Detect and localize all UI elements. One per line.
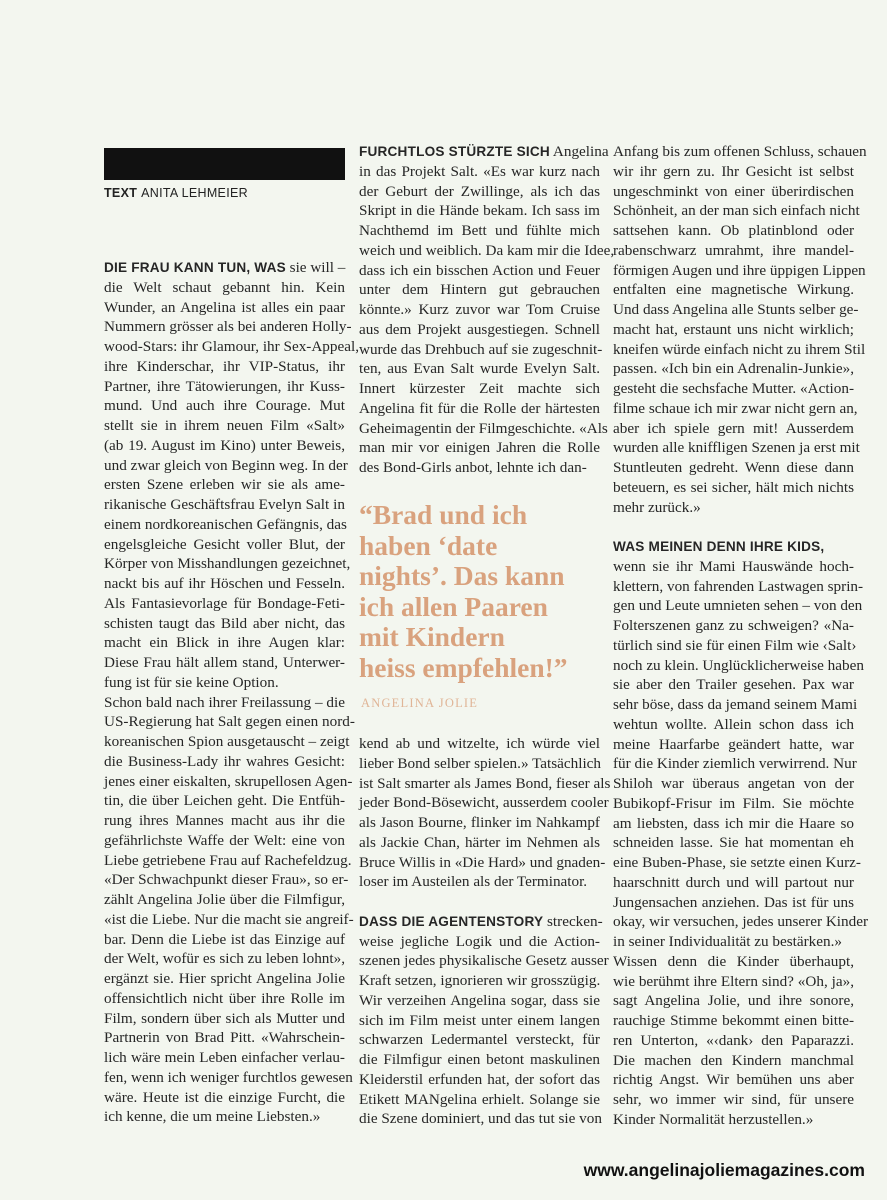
- text-line: [104, 1068, 353, 1088]
- line-text: stellt sie in ihrem neuen Film «Salt»: [104, 417, 345, 434]
- paragraph: [359, 912, 609, 1129]
- line-text: fen, wenn ich weniger furchtlos gewesen: [104, 1068, 353, 1086]
- line-text: kend ab und witzelte, ich würde viel: [359, 735, 600, 752]
- paragraph-lead-in: WAS MEINEN DENN IHRE KIDS,: [613, 539, 825, 554]
- line-text: filme schaue ich mir zwar nicht gern an,: [613, 399, 858, 417]
- line-text: weich und weiblich. Da kam mir die Idee,: [359, 241, 615, 259]
- text-line: [104, 357, 345, 377]
- line-text: mund. Und auch ihre Courage. Mut: [104, 397, 345, 415]
- text-line: [613, 379, 854, 399]
- text-line: [613, 853, 861, 873]
- line-text: klettern, von fahrenden Lastwagen sprin-: [613, 577, 864, 595]
- line-text: Partner, ihre Tätowierungen, ihr Kuss-: [104, 377, 345, 395]
- text-line: [104, 1009, 345, 1029]
- line-text: (ab 19. August im Kino) unter Beweis,: [104, 436, 345, 454]
- text-line: [613, 616, 854, 636]
- line-text: strecken-: [543, 912, 603, 930]
- line-text: fung ist für sie keine Option.: [104, 673, 279, 691]
- line-text: nackt bis auf ihr Höschen und Fesseln.: [104, 575, 345, 592]
- text-line: [359, 754, 600, 774]
- text-line: [104, 712, 355, 732]
- pull-quote-line: heiss empfehlen!”: [359, 651, 568, 683]
- column-2-continued: [359, 734, 611, 1129]
- line-text: der Welt, wofür es sich zu leben lohnt»,: [104, 950, 346, 968]
- line-text: loser im Austeilen als der Terminator.: [359, 873, 588, 891]
- line-text: gesteht die sechsfache Mutter. «Action-: [613, 380, 854, 397]
- line-text: weise jegliche Logik und die Action-: [359, 932, 600, 950]
- text-line: [104, 633, 345, 653]
- line-text: sehr böse, dass da jemand seinem Mami: [613, 696, 858, 713]
- watermark: www.angelinajoliemagazines.com: [583, 1160, 865, 1180]
- line-text: gefährlichste Waffe der Welt: eine von: [104, 831, 345, 849]
- text-line: [613, 280, 854, 300]
- line-text: passen. «Ich bin ein Adrenalin-Junkie»,: [613, 360, 854, 378]
- text-line: [359, 142, 609, 162]
- byline-author: ANITA LEHMEIER: [141, 186, 248, 200]
- line-text: Nummern grösser als bei anderen Holly-: [104, 318, 352, 336]
- line-text: könnte.» Kurz zuvor war Tom Cruise: [359, 301, 600, 318]
- text-line: [359, 971, 600, 991]
- text-line: [104, 317, 352, 337]
- line-text: eine Buben-Phase, sie setzte einen Kurz-: [613, 854, 861, 871]
- text-line: [104, 475, 345, 495]
- text-line: [104, 377, 345, 397]
- line-text: Liebe getriebene Frau auf Rachefeldzug.: [104, 851, 352, 869]
- text-line: [104, 930, 345, 950]
- text-line: [104, 1028, 345, 1048]
- text-line: [104, 298, 345, 318]
- column-1: [104, 258, 359, 1127]
- line-text: sagt Angelina Jolie, und ihre sonore,: [613, 992, 854, 1010]
- text-line: [613, 478, 854, 498]
- text-line: [613, 893, 854, 913]
- text-line: [613, 399, 858, 419]
- line-text: ergänzt sie. Hier spricht Angelina Jolie: [104, 970, 345, 987]
- line-text: noch zu klein. Unglücklicherweise haben: [613, 656, 864, 674]
- line-text: sehr, wo immer wir sind, für unsere: [613, 1091, 854, 1108]
- text-line: [104, 515, 345, 535]
- line-text: Angelina fit für die Rolle der härtesten: [359, 399, 600, 417]
- text-line: [613, 419, 854, 439]
- text-line: [104, 396, 345, 416]
- text-line: [359, 320, 600, 340]
- line-text: Nachthemd im Bett und fühlte mich: [359, 222, 600, 239]
- text-line: [613, 142, 867, 162]
- text-line: [104, 1048, 345, 1068]
- line-text: rabenschwarz umrahmt, ihre mandel-: [613, 241, 854, 259]
- text-line: [104, 752, 345, 772]
- text-line: [359, 774, 611, 794]
- text-line: [359, 932, 600, 952]
- line-text: «ist die Liebe. Nur die macht sie angreif-: [104, 910, 354, 928]
- text-line: [359, 162, 600, 182]
- text-line: [359, 300, 600, 320]
- text-line: [104, 693, 345, 713]
- text-line: [613, 498, 854, 518]
- text-line: [613, 1011, 854, 1031]
- text-line: [359, 379, 600, 399]
- paragraph-lead-in: FURCHTLOS STÜRZTE SICH: [359, 144, 550, 159]
- pull-quote-line: ich allen Paaren: [359, 590, 548, 622]
- text-line: [359, 793, 609, 813]
- pull-quote-line: “Brad und ich: [359, 499, 528, 530]
- line-text: wood-Stars: ihr Glamour, ihr Sex-Appeal,: [104, 338, 359, 355]
- line-text: «Der Schwachpunkt dieser Frau», so er-: [104, 871, 349, 889]
- text-line: [613, 340, 866, 360]
- line-text: Film, sondern über sich als Mutter und: [104, 1009, 345, 1027]
- line-text: offensichtlich nicht über ihre Rolle im: [104, 989, 345, 1007]
- paragraph: [613, 537, 868, 952]
- text-line: [613, 1110, 854, 1130]
- line-text: dass ich ein bisschen Action und Feuer: [359, 261, 600, 279]
- line-text: Shiloh war überaus angetan von der: [613, 775, 854, 792]
- line-text: unter dem Hintern gut gebrauchen: [359, 281, 600, 299]
- line-text: sattsehen kann. Ob platinblond oder: [613, 222, 854, 239]
- line-text: einem nordkoreanischen Gefängnis, das: [104, 515, 347, 533]
- byline-label: TEXT: [104, 186, 138, 200]
- line-text: Und dass Angelina alle Stunts selber ge-: [613, 301, 859, 318]
- text-line: [613, 912, 868, 932]
- line-text: und zwar gleich von Beginn weg. In der: [104, 456, 348, 474]
- text-line: [613, 735, 854, 755]
- line-text: US-Regierung hat Salt gegen einen nord-: [104, 713, 355, 731]
- paragraph: [359, 734, 611, 892]
- line-text: sie will –: [285, 259, 346, 276]
- text-line: [359, 221, 600, 241]
- text-line: [613, 221, 854, 241]
- paragraph: [104, 693, 355, 1128]
- line-text: der Geburt der Zwillinge, als ich das: [359, 182, 600, 200]
- pull-quote-line: mit Kindern: [359, 621, 505, 652]
- text-line: [359, 241, 615, 261]
- text-line: [359, 419, 608, 439]
- line-text: koreanischen Spion ausgetauscht – zeigt: [104, 733, 350, 750]
- text-line: [359, 1109, 600, 1129]
- column-2: [359, 142, 615, 478]
- line-text: aber ich spiele gern mit! Ausserdem: [613, 419, 854, 437]
- line-text: ersten Szene erleben wir sie als ame-: [104, 476, 345, 494]
- line-text: wäre. Heute ist die einzige Furcht, die: [104, 1088, 345, 1106]
- line-text: aus dem Projekt ausgestiegen. Schnell: [359, 320, 600, 338]
- text-line: [613, 715, 854, 735]
- line-text: ren Unterton, «‹dank› den Paparazzi.: [613, 1031, 854, 1049]
- pull-quote-line: haben ‘date: [359, 529, 498, 561]
- text-line: [359, 912, 603, 932]
- line-text: sie aber den Trailer gesehen. Pax war: [613, 676, 854, 694]
- line-text: die Filmfigur einen betont maskulinen: [359, 1051, 600, 1068]
- text-line: [104, 337, 359, 357]
- paragraph-gap: [613, 517, 854, 537]
- line-text: rauchige Stimme bekommt einen bitte-: [613, 1012, 854, 1029]
- line-text: Bruce Willis in «Die Hard» und gnaden-: [359, 853, 606, 871]
- text-line: [104, 910, 354, 930]
- text-line: [359, 182, 600, 202]
- text-line: [104, 1107, 345, 1127]
- line-text: Kraft setzen, ignorieren wir grosszügig.: [359, 972, 601, 989]
- line-text: szenen jedes physikalische Gesetz ausser: [359, 952, 609, 970]
- text-line: [104, 416, 345, 436]
- line-text: Jungensachen anziehen. Das ist für uns: [613, 893, 854, 911]
- text-line: [359, 951, 609, 971]
- paragraph: [613, 952, 854, 1130]
- text-line: [104, 278, 345, 298]
- text-line: [613, 636, 857, 656]
- line-text: die Szene dominiert, und das tut sie von: [359, 1110, 602, 1128]
- text-line: [359, 1050, 600, 1070]
- line-text: schneiden lasse. Sie hat momentan eh: [613, 834, 854, 852]
- line-text: Etikett MANgelina erhielt. Solange sie: [359, 1090, 600, 1108]
- text-line: [613, 814, 854, 834]
- text-line: [359, 734, 600, 754]
- text-line: [613, 952, 854, 972]
- text-line: [613, 596, 863, 616]
- text-line: [613, 1070, 854, 1090]
- text-line: [104, 811, 345, 831]
- text-line: [613, 320, 854, 340]
- text-line: [613, 241, 854, 261]
- line-text: Geheimagentin der Filmgeschichte. «Als: [359, 419, 608, 437]
- line-text: macht ein Blick in ihre Augen klar:: [104, 634, 345, 652]
- text-line: [104, 989, 345, 1009]
- text-line: [613, 991, 854, 1011]
- line-text: Stuntleuten gedreht. Wenn diese dann: [613, 459, 854, 476]
- line-text: Folterszenen ganz zu schweigen? «Na-: [613, 617, 854, 634]
- line-text: als Jason Bourne, flinker im Nahkampf: [359, 814, 600, 831]
- text-line: [104, 732, 350, 752]
- line-text: in das Projekt Salt. «Es war kurz nach: [359, 162, 600, 180]
- text-line: [359, 872, 600, 892]
- header-black-bar: [104, 148, 345, 180]
- line-text: zählt Angelina Jolie über die Filmfigur,: [104, 891, 345, 908]
- text-line: [104, 890, 345, 910]
- line-text: jenes einer eiskalten, skrupellosen Agen-: [104, 772, 353, 790]
- paragraph: [104, 258, 359, 693]
- text-line: [359, 991, 600, 1011]
- paragraph-gap: [359, 892, 600, 912]
- line-text: ist Salt smarter als James Bond, fieser als: [359, 774, 611, 792]
- line-text: mehr zurück.»: [613, 498, 701, 516]
- text-line: [104, 1088, 345, 1108]
- line-text: meine Haarfarbe geändert hatte, war: [613, 735, 854, 753]
- line-text: beteuern, es sei sicher, hält mich nichts: [613, 478, 854, 496]
- text-line: [613, 300, 859, 320]
- line-text: rung ihres Mannes macht aus ihr die: [104, 812, 345, 829]
- line-text: Körper von Misshandlungen gezeichnet,: [104, 555, 351, 573]
- line-text: Die machen den Kindern manchmal: [613, 1051, 854, 1069]
- text-line: [359, 458, 600, 478]
- line-text: in seiner Individualität zu bestärken.»: [613, 933, 843, 950]
- text-line: [359, 1090, 600, 1110]
- text-line: [613, 359, 854, 379]
- text-line: [613, 1090, 854, 1110]
- line-text: wehtun wollte. Allein schon dass ich: [613, 715, 854, 733]
- line-text: ungeschminkt von einer überirdischen: [613, 182, 854, 200]
- line-text: richtig Angst. Wir bemühen uns aber: [613, 1071, 854, 1089]
- text-line: [104, 791, 345, 811]
- line-text: bar. Denn die Liebe ist das Einzige auf: [104, 930, 345, 948]
- line-text: wenn sie ihr Mami Hauswände hoch-: [613, 557, 854, 575]
- text-line: [613, 794, 854, 814]
- text-line: [613, 201, 860, 221]
- line-text: als Jackie Chan, härter im Nehmen als: [359, 833, 600, 851]
- text-line: [104, 456, 348, 476]
- text-line: [104, 614, 345, 634]
- line-text: ich kenne, die um meine Liebsten.»: [104, 1108, 321, 1126]
- text-line: [613, 932, 854, 952]
- pull-quote-attribution: ANGELINA JOLIE: [361, 696, 479, 710]
- text-line: [613, 754, 857, 774]
- text-line: [359, 1011, 600, 1031]
- text-line: [359, 280, 600, 300]
- line-text: Als Fantasievorlage für Bondage-Feti-: [104, 594, 345, 612]
- line-text: wir ihr gern zu. Ihr Gesicht ist selbst: [613, 162, 854, 180]
- text-line: [613, 1031, 854, 1051]
- paragraph: [613, 142, 867, 517]
- line-text: Wir verzeihen Angelina sogar, dass sie: [359, 991, 600, 1009]
- line-text: wurden alle kniffligen Szenen ja erst mit: [613, 439, 860, 457]
- line-text: lieber Bond selber spielen.» Tatsächlich: [359, 754, 602, 772]
- line-text: wie berühmt ihre Eltern sind? «Oh, ja»,: [613, 972, 854, 990]
- text-line: [104, 969, 345, 989]
- text-line: [613, 438, 860, 458]
- line-text: Kleiderstil erfunden hat, der sofort das: [359, 1070, 600, 1088]
- text-line: [104, 870, 349, 890]
- text-line: [613, 1051, 854, 1071]
- text-line: [613, 458, 854, 478]
- line-text: kneifen würde einfach nicht zu ihrem Stil: [613, 340, 866, 358]
- paragraph: [359, 142, 615, 478]
- line-text: ihre Kinderschar, ihr VIP-Status, ihr: [104, 357, 345, 375]
- text-line: [104, 949, 345, 969]
- line-text: ten, aus Evan Salt wurde Evelyn Salt.: [359, 360, 600, 378]
- paragraph-lead-in: DASS DIE AGENTENSTORY: [359, 913, 544, 929]
- line-text: Schon bald nach ihrer Freilassung – die: [104, 693, 345, 711]
- byline: [104, 186, 248, 200]
- line-text: des Bond-Girls anbot, lehnte ich dan-: [359, 459, 587, 476]
- pull-quote-line: nights’. Das kann: [359, 560, 565, 591]
- line-text: schisten taugt das Bild aber nicht, das: [104, 614, 345, 632]
- line-text: entfalten eine magnetische Wirkung.: [613, 281, 854, 299]
- text-line: [104, 831, 345, 851]
- text-line: [104, 851, 352, 871]
- text-line: [613, 557, 854, 577]
- text-line: [613, 656, 864, 676]
- line-text: die Business-Lady ihr wahres Gesicht:: [104, 752, 345, 770]
- line-text: Bubikopf-Frisur im Film. Sie möchte: [613, 794, 854, 812]
- text-line: [359, 1030, 600, 1050]
- text-line: [104, 574, 345, 594]
- column-3: [613, 142, 868, 1130]
- text-line: [613, 162, 854, 182]
- line-text: Angelina: [549, 143, 609, 160]
- line-text: sich im Film meist unter einem langen: [359, 1011, 600, 1029]
- text-line: [359, 438, 600, 458]
- text-line: [613, 695, 858, 715]
- line-text: man mir vor einigen Jahren die Rolle: [359, 439, 600, 457]
- line-text: Skript in die Hände bekam. Ich sass im: [359, 202, 600, 220]
- text-line: [104, 772, 353, 792]
- line-text: macht hat, erstaunt uns nicht wirklich;: [613, 320, 854, 338]
- line-text: jeder Bond-Bösewicht, ausserdem cooler: [359, 794, 609, 812]
- line-text: gen und Leute umnieten sehen – von den: [613, 597, 863, 615]
- line-text: schwarzen Ledermantel versteckt, für: [359, 1031, 600, 1049]
- text-line: [104, 653, 345, 673]
- text-line: [613, 774, 854, 794]
- line-text: türlich sind sie für einen Film wie ‹Salt›: [613, 636, 857, 654]
- line-text: haarschnitt durch und will partout nur: [613, 873, 854, 891]
- text-line: [359, 813, 600, 833]
- line-text: Innert kürzester Zeit machte sich: [359, 380, 600, 397]
- line-text: Diese Frau hält allem stand, Unterwer-: [104, 654, 345, 671]
- text-line: [359, 833, 600, 853]
- text-line: [613, 873, 854, 893]
- text-line: [359, 261, 600, 281]
- text-line: [613, 833, 854, 853]
- text-line: [104, 258, 345, 278]
- text-line: [613, 675, 854, 695]
- line-text: Wunder, an Angelina ist alles ein paar: [104, 298, 345, 316]
- text-line: [359, 359, 600, 379]
- line-text: die Welt schaut gebannt hin. Kein: [104, 278, 345, 296]
- line-text: Kinder Normalität herzustellen.»: [613, 1110, 814, 1128]
- line-text: wurde das Drehbuch auf sie zugeschnit-: [359, 340, 603, 358]
- text-line: [359, 399, 600, 419]
- line-text: Anfang bis zum offenen Schluss, schauen: [613, 143, 867, 160]
- text-line: [104, 554, 351, 574]
- text-line: [359, 201, 600, 221]
- text-line: [104, 594, 345, 614]
- line-text: am liebsten, dass ich mir die Haare so: [613, 814, 854, 832]
- line-text: lich wäre mein Leben einfacher verlau-: [104, 1049, 345, 1066]
- text-line: [104, 436, 345, 456]
- text-line: [613, 972, 854, 992]
- line-text: für die Kinder ziemlich verwirrend. Nur: [613, 755, 857, 773]
- text-line: [613, 537, 854, 557]
- text-line: [359, 340, 603, 360]
- text-line: [104, 673, 345, 693]
- text-line: [613, 577, 864, 597]
- text-line: [359, 1070, 600, 1090]
- text-line: [104, 535, 345, 555]
- text-line: [359, 853, 606, 873]
- text-line: [104, 495, 345, 515]
- paragraph-lead-in: DIE FRAU KANN TUN, WAS: [104, 260, 286, 275]
- pull-quote: [359, 500, 604, 683]
- line-text: engelsgleiche Gesicht voller Blut, der: [104, 535, 345, 553]
- line-text: Schönheit, an der man sich einfach nicht: [613, 202, 860, 220]
- line-text: rikanische Geschäftsfrau Evelyn Salt in: [104, 496, 345, 513]
- line-text: Partnerin von Brad Pitt. «Wahrschein-: [104, 1029, 345, 1047]
- line-text: okay, wir versuchen, jedes unserer Kinder: [613, 913, 868, 931]
- line-text: förmigen Augen und ihre üppigen Lippen: [613, 261, 866, 279]
- line-text: Wissen denn die Kinder überhaupt,: [613, 952, 854, 970]
- text-line: [613, 261, 866, 281]
- line-text: tin, die über Leichen geht. Die Entfüh-: [104, 792, 345, 810]
- text-line: [613, 182, 854, 202]
